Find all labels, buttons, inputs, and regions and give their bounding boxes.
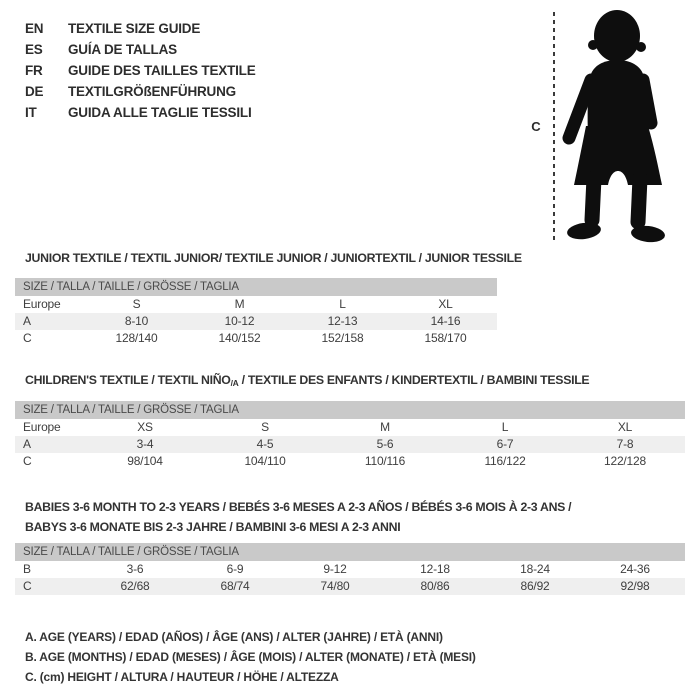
table-cell: 104/110 <box>244 454 286 468</box>
row-label: Europe <box>23 297 61 311</box>
row-label: B <box>23 562 31 576</box>
language-row <box>25 39 256 60</box>
table-cell: M <box>380 420 390 434</box>
table-cell: L <box>339 297 346 311</box>
table-cell: 128/140 <box>115 331 158 345</box>
table-cell: 80/86 <box>420 579 450 593</box>
row-label: A <box>23 314 31 328</box>
table-cell: 92/98 <box>620 579 650 593</box>
table-row <box>15 419 685 436</box>
table-cell: 86/92 <box>520 579 550 593</box>
babies-section-title <box>25 497 571 537</box>
table-cell: 62/68 <box>120 579 150 593</box>
babies-title-line2: BABYS 3-6 MONATE BIS 2-3 JAHRE / BAMBINI 3-6 MESI A 2-3 ANNI <box>25 520 401 534</box>
language-row <box>25 60 256 81</box>
table-cell: S <box>261 420 269 434</box>
language-title: GUIDA ALLE TAGLIE TESSILI <box>68 105 252 120</box>
language-code: IT <box>25 105 37 120</box>
table-cell: 110/116 <box>364 454 406 468</box>
legend-line-b: B. AGE (MONTHS) / EDAD (MESES) / ÂGE (MOIS) / ALTER (MONATE) / ETÀ (MESI) <box>25 650 476 664</box>
table-row <box>15 561 685 578</box>
language-title-list <box>25 18 256 123</box>
size-header-bar: SIZE / TALLA / TAILLE / GRÖSSE / TAGLIA <box>15 278 497 296</box>
table-cell: 68/74 <box>220 579 250 593</box>
table-cell: 122/128 <box>604 454 646 468</box>
table-cell: L <box>501 420 509 434</box>
legend-line-a: A. AGE (YEARS) / EDAD (AÑOS) / ÂGE (ANS) / ALTER (JAHRE) / ETÀ (ANNI) <box>25 630 443 644</box>
table-row <box>15 330 497 347</box>
toddler-silhouette-icon <box>558 8 693 243</box>
language-title: GUIDE DES TAILLES TEXTILE <box>68 63 256 78</box>
table-cell: 10-12 <box>224 314 255 328</box>
junior-table-body <box>15 296 497 347</box>
junior-section-title: JUNIOR TEXTILE / TEXTIL JUNIOR/ TEXTILE JUNIOR / JUNIORTEXTIL / JUNIOR TESSILE <box>25 251 522 265</box>
table-cell: XS <box>137 420 153 434</box>
table-cell: 6-7 <box>496 437 514 451</box>
table-row <box>15 578 685 595</box>
row-label: C <box>23 579 32 593</box>
table-cell: 6-9 <box>226 562 244 576</box>
table-row <box>15 453 685 470</box>
language-title: GUÍA DE TALLAS <box>68 42 177 57</box>
junior-size-table <box>15 278 497 347</box>
language-row <box>25 102 256 123</box>
table-cell: 152/158 <box>321 331 364 345</box>
table-cell: 4-5 <box>256 437 274 451</box>
children-title-subscript: /A <box>230 378 239 388</box>
language-code: FR <box>25 63 43 78</box>
table-cell: 3-6 <box>126 562 144 576</box>
legend-line-c: C. (cm) HEIGHT / ALTURA / HAUTEUR / HÖHE / ALTEZZA <box>25 670 339 684</box>
row-label: A <box>23 437 31 451</box>
children-table-body <box>15 419 685 470</box>
table-cell: M <box>234 297 245 311</box>
language-title: TEXTILE SIZE GUIDE <box>68 21 201 36</box>
table-cell: 12-13 <box>327 314 358 328</box>
row-label: C <box>23 331 32 345</box>
language-code: EN <box>25 21 44 36</box>
table-cell: 98/104 <box>127 454 163 468</box>
table-cell: 140/152 <box>218 331 261 345</box>
table-cell: 12-18 <box>420 562 450 576</box>
height-measure-label: C <box>531 119 541 134</box>
language-code: DE <box>25 84 44 99</box>
children-title-suffix: / TEXTILE DES ENFANTS / KINDERTEXTIL / BAMBINI TESSILE <box>238 373 590 387</box>
row-label: Europe <box>23 420 61 434</box>
language-code: ES <box>25 42 43 57</box>
table-row <box>15 313 497 330</box>
measure-legend <box>25 627 476 687</box>
table-row <box>15 436 685 453</box>
table-cell: 158/170 <box>424 331 467 345</box>
children-section-title <box>25 373 589 388</box>
table-cell: 9-12 <box>323 562 347 576</box>
babies-size-table <box>15 543 685 595</box>
table-cell: 3-4 <box>136 437 154 451</box>
language-title: TEXTILGRÖßENFÜHRUNG <box>68 84 236 99</box>
table-cell: S <box>132 297 141 311</box>
table-cell: XL <box>438 297 453 311</box>
language-row <box>25 81 256 102</box>
table-cell: 18-24 <box>520 562 550 576</box>
table-cell: XL <box>617 420 633 434</box>
table-cell: 74/80 <box>320 579 350 593</box>
table-row <box>15 296 497 313</box>
table-cell: 5-6 <box>376 437 394 451</box>
table-cell: 24-36 <box>620 562 650 576</box>
babies-title-line1: BABIES 3-6 MONTH TO 2-3 YEARS / BEBÉS 3-6 MESES A 2-3 AÑOS / BÉBÉS 3-6 MOIS À 2-3 ANS / <box>25 500 572 514</box>
size-header-bar: SIZE / TALLA / TAILLE / GRÖSSE / TAGLIA <box>15 543 685 561</box>
table-cell: 7-8 <box>616 437 634 451</box>
babies-table-body <box>15 561 685 595</box>
table-cell: 116/122 <box>484 454 526 468</box>
size-header-bar: SIZE / TALLA / TAILLE / GRÖSSE / TAGLIA <box>15 401 685 419</box>
language-row <box>25 18 256 39</box>
children-title-prefix: CHILDREN'S TEXTILE / TEXTIL NIÑO <box>25 373 231 387</box>
row-label: C <box>23 454 32 468</box>
table-cell: 14-16 <box>430 314 461 328</box>
table-cell: 8-10 <box>124 314 149 328</box>
children-size-table <box>15 401 685 470</box>
height-measure-dashed-line <box>553 12 555 240</box>
